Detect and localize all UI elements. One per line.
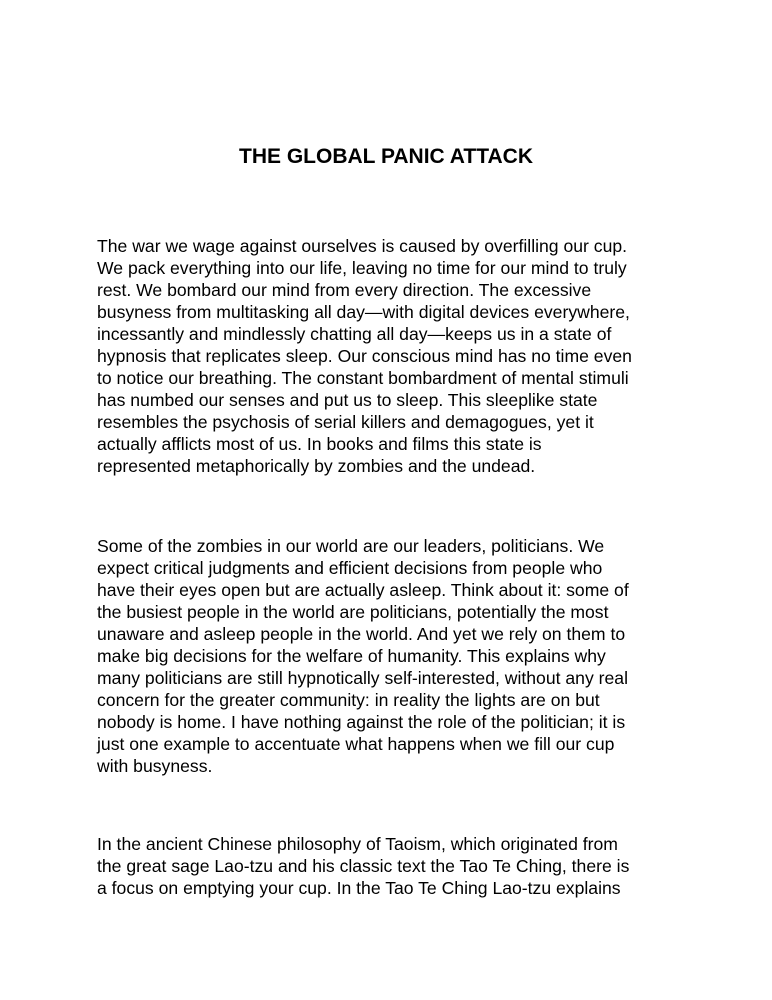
text-line: with busyness. (97, 756, 213, 776)
text-line: many politicians are still hypnotically self-interested, without any real (97, 668, 628, 688)
paragraph-1 (97, 235, 697, 477)
text-line: Some of the zombies in our world are our leaders, politicians. We (97, 536, 605, 556)
text-line: actually afflicts most of us. In books and films this state is (97, 434, 542, 454)
text-line: just one example to accentuate what happens when we fill our cup (97, 734, 615, 754)
text-line: rest. We bombard our mind from every direction. The excessive (97, 280, 592, 300)
text-line: a focus on emptying your cup. In the Tao Te Ching Lao-tzu explains (97, 878, 621, 898)
text-line: represented metaphorically by zombies and the undead. (97, 456, 536, 476)
text-line: busyness from multitasking all day—with digital devices everywhere, (97, 302, 630, 322)
text-line: resembles the psychosis of serial killers and demagogues, yet it (97, 412, 594, 432)
text-line: In the ancient Chinese philosophy of Taoism, which originated from (97, 834, 618, 854)
text-line: concern for the greater community: in reality the lights are on but (97, 690, 600, 710)
text-line: incessantly and mindlessly chatting all day—keeps us in a state of (97, 324, 612, 344)
chapter-title: THE GLOBAL PANIC ATTACK (239, 145, 533, 168)
text-line: hypnosis that replicates sleep. Our conscious mind has no time even (97, 346, 632, 366)
text-line: make big decisions for the welfare of humanity. This explains why (97, 646, 606, 666)
text-line: to notice our breathing. The constant bombardment of mental stimuli (97, 368, 629, 388)
text-line: The war we wage against ourselves is caused by overfilling our cup. (97, 236, 628, 256)
text-line: nobody is home. I have nothing against the role of the politician; it is (97, 712, 626, 732)
text-line: expect critical judgments and efficient decisions from people who (97, 558, 603, 578)
text-line: the great sage Lao-tzu and his classic text the Tao Te Ching, there is (97, 856, 630, 876)
text-line: unaware and asleep people in the world. And yet we rely on them to (97, 624, 626, 644)
text-line: have their eyes open but are actually asleep. Think about it: some of (97, 580, 629, 600)
paragraph-3 (97, 833, 697, 899)
text-line: We pack everything into our life, leaving no time for our mind to truly (97, 258, 627, 278)
text-line: the busiest people in the world are politicians, potentially the most (97, 602, 609, 622)
paragraph-2 (97, 535, 697, 777)
text-line: has numbed our senses and put us to sleep. This sleeplike state (97, 390, 598, 410)
